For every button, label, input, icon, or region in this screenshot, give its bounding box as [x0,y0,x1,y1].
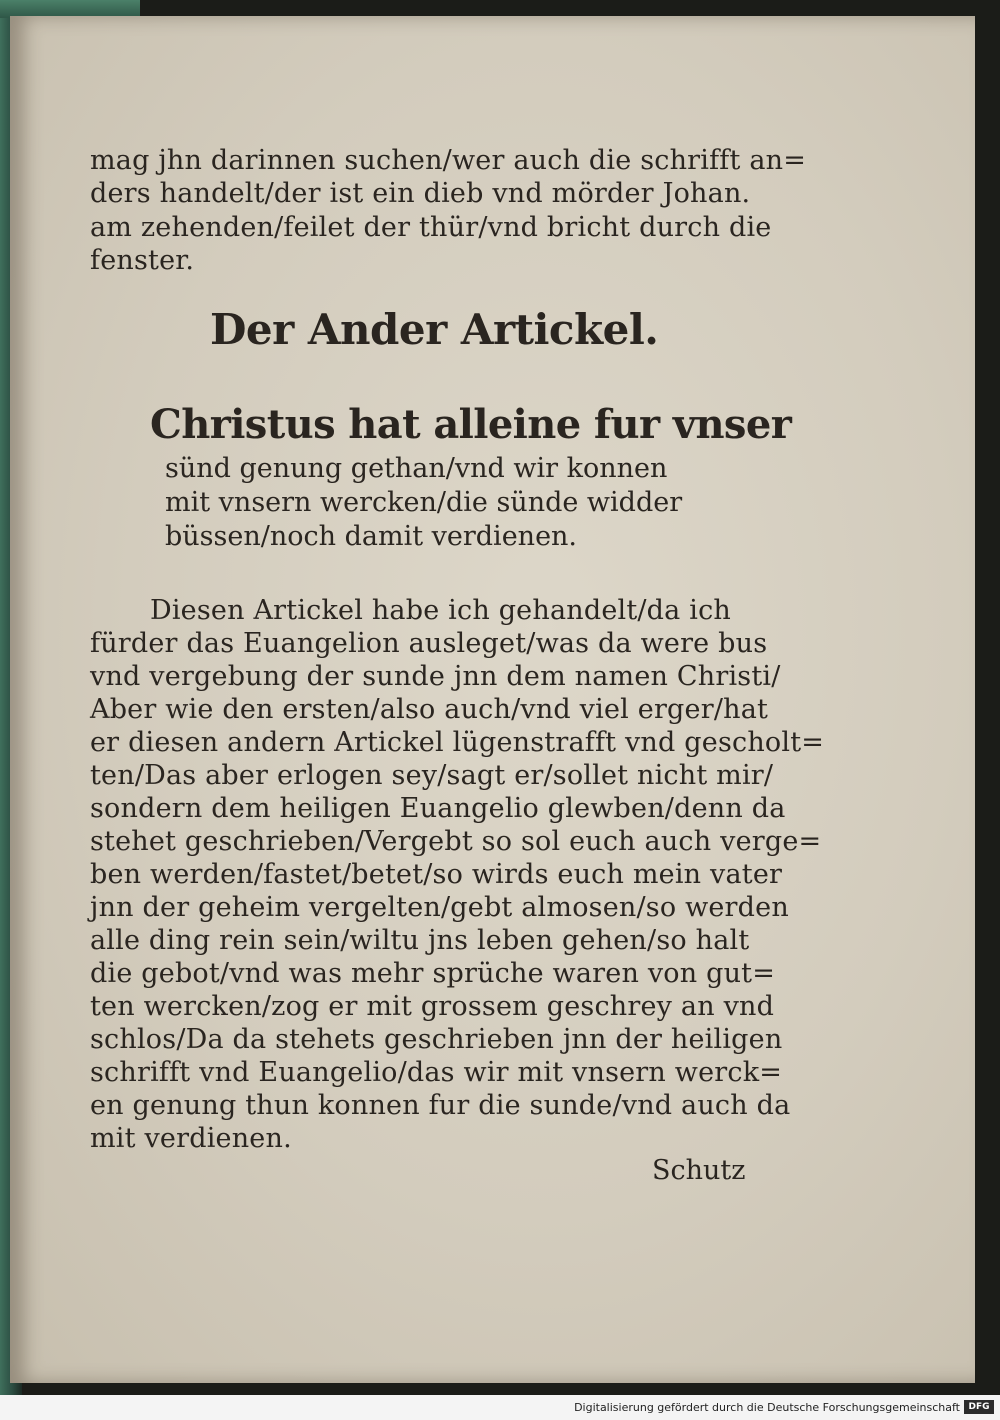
text-line: en genung thun konnen fur die sunde/vnd auch da [90,1090,791,1121]
text-line: mit verdienen. [90,1123,292,1154]
text-line: jnn der geheim vergelten/gebt almosen/so werden [90,892,789,923]
text-line: Aber wie den ersten/also auch/vnd viel erger/hat [90,694,769,725]
text-line: alle ding rein sein/wiltu jns leben gehen/so halt [90,925,750,956]
text-line: stehet geschrieben/Vergebt so sol euch auch verge= [90,826,822,857]
text-line: die gebot/vnd was mehr sprüche waren von gut= [90,958,776,989]
text-line: mag jhn darinnen suchen/wer auch die schrifft an= [90,145,807,176]
summary-line: büssen/noch damit verdienen. [165,521,578,552]
text-line: er diesen andern Artickel lügenstrafft vnd gescholt= [90,727,825,758]
text-line: ders handelt/der ist ein dieb vnd mörder Johan. [90,178,751,209]
summary-line: mit vnsern wercken/die sünde widder [165,487,683,518]
digitization-footer [0,1395,1000,1420]
text-line: vnd vergebung der sunde jnn dem namen Christi/ [90,661,781,692]
text-line: fürder das Euangelion ausleget/was da were bus [90,628,768,659]
text-line: fenster. [90,245,195,276]
text-line: ten/Das aber erlogen sey/sagt er/sollet nicht mir/ [90,760,774,791]
dfg-logo: DFG [964,1400,994,1414]
text-line: schlos/Da da stehets geschrieben jnn der heiligen [90,1024,783,1055]
text-line: Diesen Artickel habe ich gehandelt/da ich [150,595,731,626]
text-line: schrifft vnd Euangelio/das wir mit vnsern werck= [90,1057,783,1088]
funding-credit: Digitalisierung gefördert durch die Deutsche Forschungsgemeinschaft [574,1401,960,1414]
text-line: am zehenden/feilet der thür/vnd bricht durch die [90,212,772,243]
catchword: Schutz [652,1155,746,1186]
section-heading: Der Ander Artickel. [210,305,659,354]
text-line: ben werden/fastet/betet/so wirds euch mein vater [90,859,783,890]
book-page [10,16,975,1383]
text-line: sondern dem heiligen Euangelio glewben/denn da [90,793,786,824]
summary-line: sünd genung gethan/vnd wir konnen [165,453,668,484]
text-line: ten wercken/zog er mit grossem geschrey an vnd [90,991,775,1022]
summary-first-line: Christus hat alleine fur vnser [150,401,792,448]
